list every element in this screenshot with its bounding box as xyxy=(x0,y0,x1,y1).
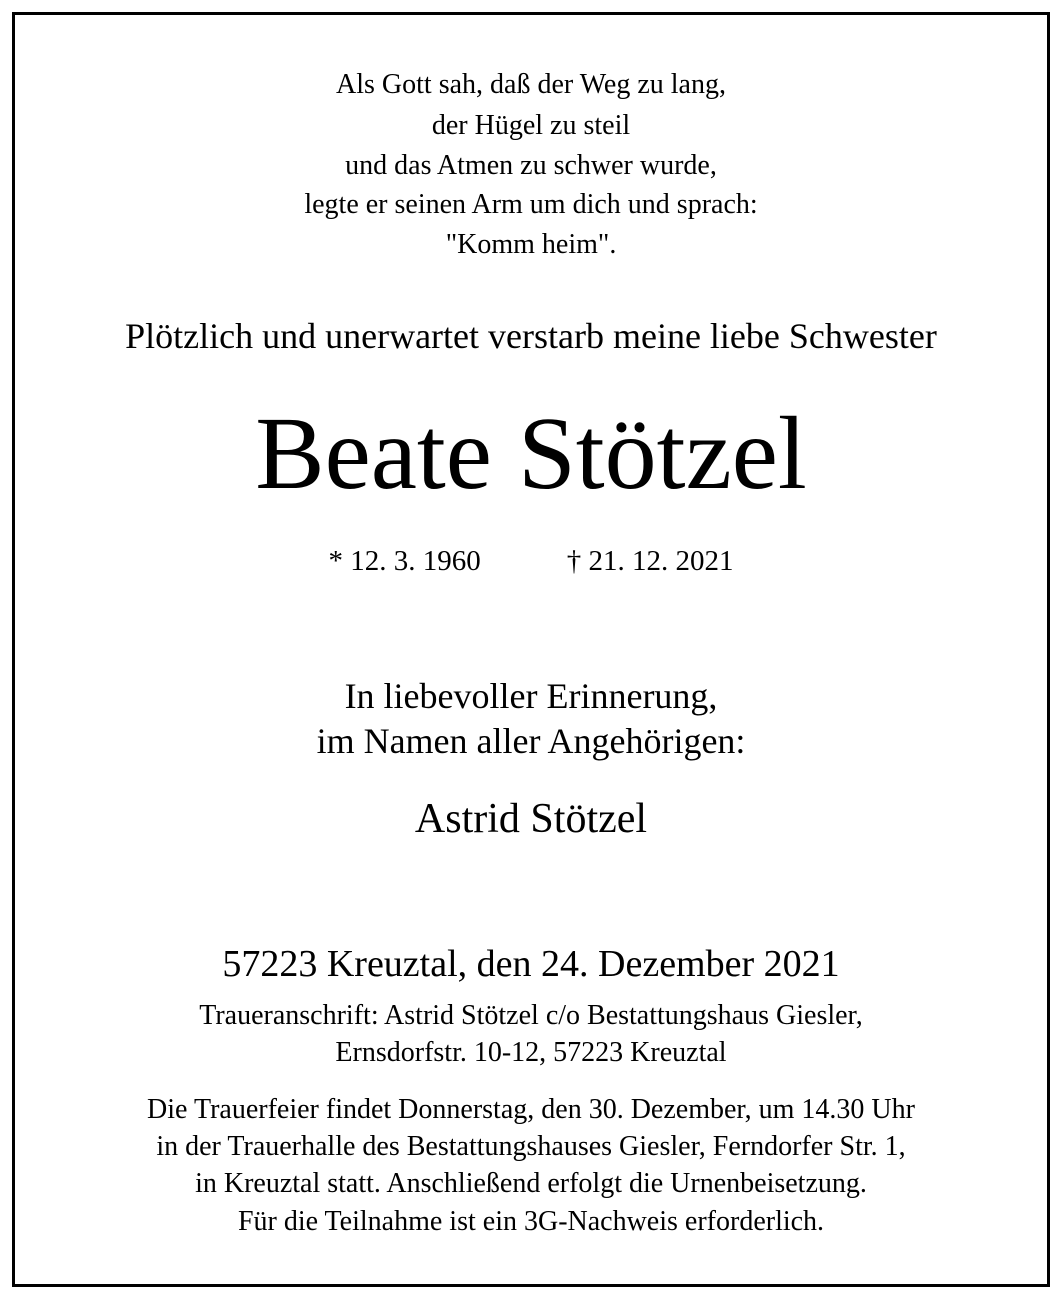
memory-line: im Namen aller Angehörigen: xyxy=(316,721,746,761)
service-info-line: Die Trauerfeier findet Donnerstag, den 30. Dezember, um 14.30 Uhr xyxy=(147,1094,915,1125)
obituary-notice xyxy=(12,12,1050,1287)
service-info-line: in der Trauerhalle des Bestattungshauses Giesler, Ferndorfer Str. 1, xyxy=(156,1131,906,1162)
signer-name: Astrid Stötzel xyxy=(414,796,648,842)
death-date: † 21. 12. 2021 xyxy=(566,545,734,577)
deceased-name: Beate Stötzel xyxy=(255,396,807,511)
mourning-address-line: Traueranschrift: Astrid Stötzel c/o Bestattungshaus Giesler, xyxy=(199,1000,863,1031)
life-dates xyxy=(15,543,1047,579)
service-info-line: in Kreuztal statt. Anschließend erfolgt die Urnenbeisetzung. xyxy=(195,1168,867,1199)
verse-line: der Hügel zu steil xyxy=(431,110,631,141)
place-date: 57223 Kreuztal, den 24. Dezember 2021 xyxy=(222,943,840,985)
verse-line: Als Gott sah, daß der Weg zu lang, xyxy=(336,69,726,100)
mourning-address-line: Ernsdorfstr. 10-12, 57223 Kreuztal xyxy=(335,1037,727,1068)
verse-line: und das Atmen zu schwer wurde, xyxy=(345,150,717,181)
verse-line: "Komm heim". xyxy=(445,229,617,260)
birth-date: * 12. 3. 1960 xyxy=(328,545,481,577)
memory-line: In liebevoller Erinnerung, xyxy=(344,676,718,716)
service-info-line: Für die Teilnahme ist ein 3G-Nachweis erforderlich. xyxy=(237,1206,825,1237)
intro-text: Plötzlich und unerwartet verstarb meine liebe Schwester xyxy=(125,316,937,356)
verse-line: legte er seinen Arm um dich und sprach: xyxy=(304,189,758,220)
